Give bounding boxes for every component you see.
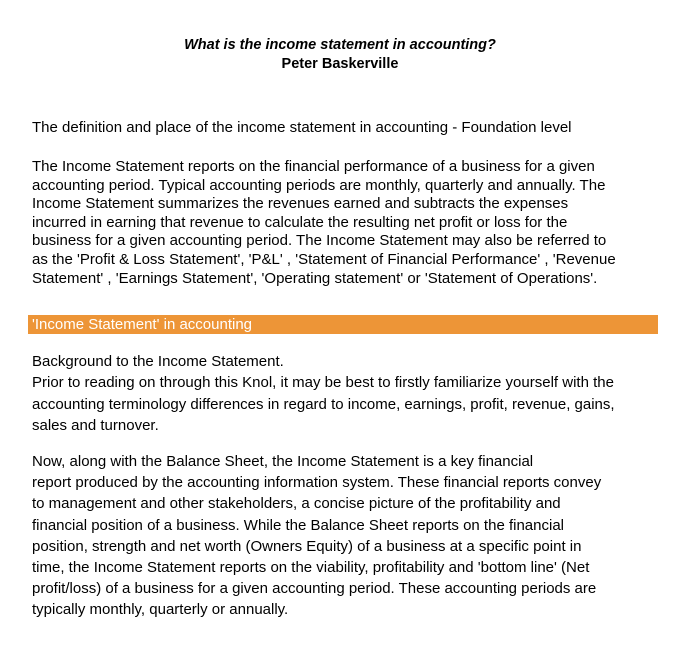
paragraph-line: report produced by the accounting information system. These financial reports convey [32,474,602,492]
intro-paragraph [32,158,662,288]
subtitle-text: The definition and place of the income statement in accounting - Foundation level [32,119,572,136]
paragraph-line: profit/loss) of a business for a given accounting period. These accounting periods are [32,580,597,598]
paragraph-line: business for a given accounting period. The Income Statement may also be referred to [32,232,607,250]
paragraph-line: position, strength and net worth (Owners Equity) of a business at a specific point in [32,537,582,555]
document-title: What is the income statement in accounting? [184,37,496,53]
paragraph-line: incurred in earning that revenue to calculate the resulting net profit or loss for the [32,213,568,231]
paragraph-line: Background to the Income Statement. [32,353,284,370]
document-author: Peter Baskerville [281,56,399,72]
paragraph-line: accounting terminology differences in regard to income, earnings, profit, revenue, gains, [32,395,615,413]
paragraph-line: Prior to reading on through this Knol, it may be best to firstly familiarize yourself with the [32,374,614,392]
paragraph-line: as the 'Profit & Loss Statement', 'P&L' , 'Statement of Financial Performance' , 'Revenue [32,250,616,268]
background-paragraph [32,351,662,436]
paragraph-line: Now, along with the Balance Sheet, the Income Statement is a key financial [32,453,534,470]
section-heading-banner: 'Income Statement' in accounting [28,315,658,334]
paragraph-line: sales and turnover. [32,416,159,434]
document-subtitle [32,119,662,138]
paragraph-line: to management and other stakeholders, a concise picture of the profitability and [32,495,561,513]
paragraph-line: Income Statement summarizes the revenues earned and subtracts the expenses [32,195,569,213]
paragraph-line: financial position of a business. While the Balance Sheet reports on the financial [32,516,564,534]
paragraph-line: Statement' , 'Earnings Statement', 'Operating statement' or 'Statement of Operations'. [32,269,598,287]
paragraph-line: accounting period. Typical accounting periods are monthly, quarterly and annually. The [32,176,606,194]
paragraph-line: typically monthly, quarterly or annually. [32,601,289,619]
paragraph-line: time, the Income Statement reports on the viability, profitability and 'bottom line' (Net [32,559,590,577]
balance-sheet-paragraph [32,451,662,621]
paragraph-line: The Income Statement reports on the financial performance of a business for a given [32,158,595,175]
